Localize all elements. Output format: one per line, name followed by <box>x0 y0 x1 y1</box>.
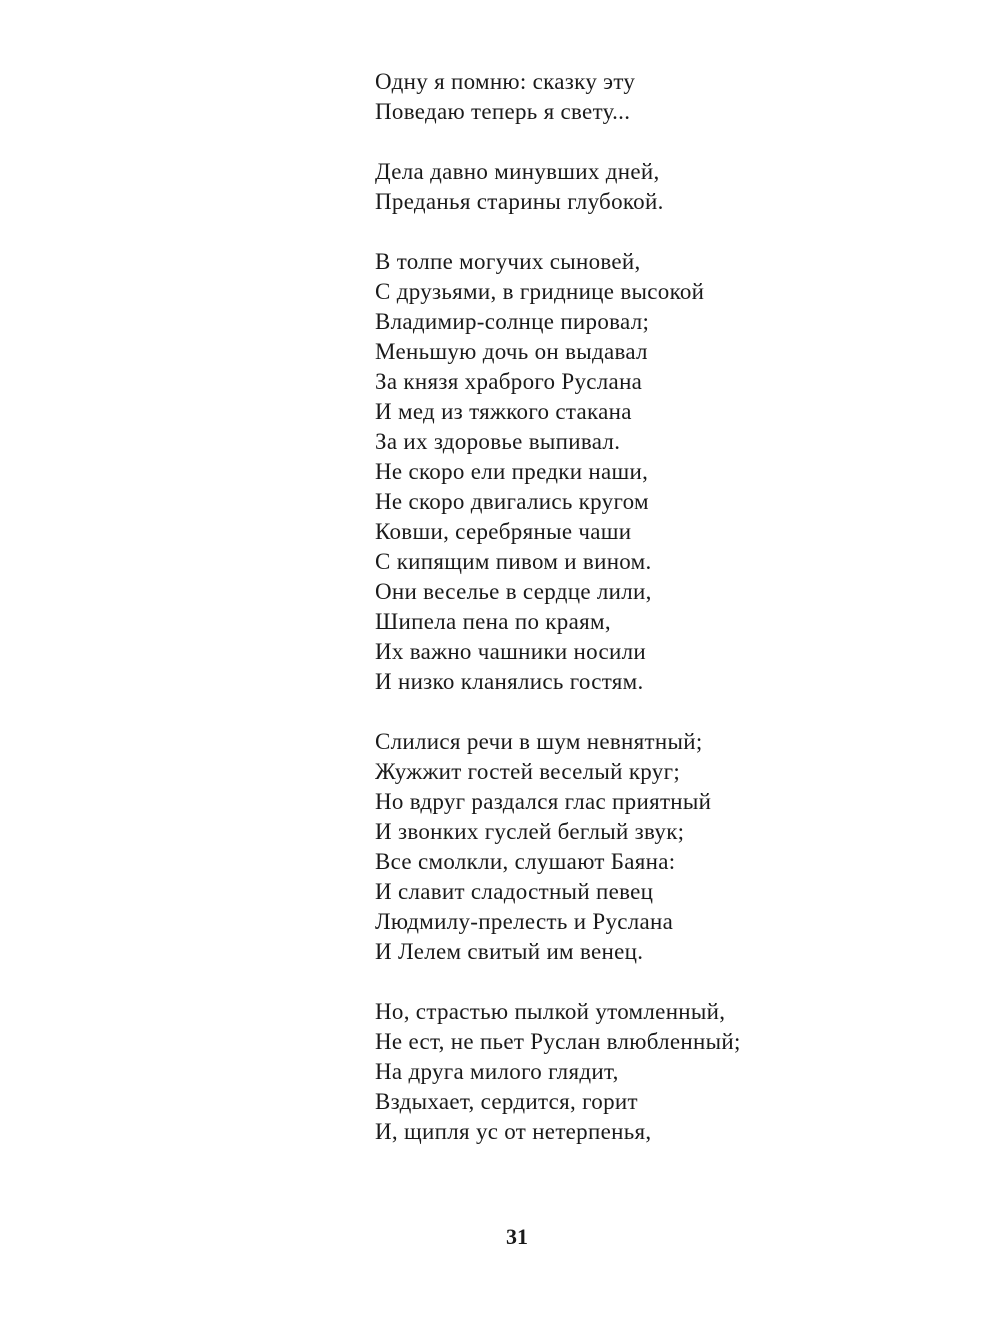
poem-line: За их здоровье выпивал. <box>375 429 621 454</box>
page-number: 31 <box>506 1224 528 1249</box>
poem-line: Ковши, серебряные чаши <box>375 519 632 544</box>
poem-line: Все смолкли, слушают Баяна: <box>375 849 676 874</box>
poem-line: На друга милого глядит, <box>375 1059 619 1084</box>
poem-line: Но вдруг раздался глас приятный <box>375 789 712 814</box>
poem-line: С кипящим пивом и вином. <box>375 549 652 574</box>
poem-line: И звонких гуслей беглый звук; <box>375 819 685 844</box>
poem-line: С друзьями, в гриднице высокой <box>375 279 705 304</box>
poem-line: Слилися речи в шум невнятный; <box>375 729 703 754</box>
poem-line: Они веселье в сердце лили, <box>375 579 652 604</box>
poem-line: Дела давно минувших дней, <box>375 159 660 184</box>
poem-line: Поведаю теперь я свету... <box>375 99 631 124</box>
stanza <box>375 997 935 1147</box>
poem-line: Людмилу-прелесть и Руслана <box>375 909 674 934</box>
poem-line: И низко кланялись гостям. <box>375 669 644 694</box>
poem-line: Владимир-солнце пировал; <box>375 309 650 334</box>
poem-line: Меньшую дочь он выдавал <box>375 339 648 364</box>
poem-line: Их важно чашники носили <box>375 639 646 664</box>
poem-text <box>375 67 935 1147</box>
stanza <box>375 727 935 967</box>
poem-line: Но, страстью пылкой утомленный, <box>375 999 726 1024</box>
poem-line: Одну я помню: сказку эту <box>375 69 636 94</box>
poem-line: Не ест, не пьет Руслан влюбленный; <box>375 1029 741 1054</box>
poem-line: И Лелем свитый им венец. <box>375 939 644 964</box>
poem-line: Шипела пена по краям, <box>375 609 611 634</box>
poem-line: Жужжит гостей веселый круг; <box>375 759 681 784</box>
poem-line: Не скоро двигались кругом <box>375 489 649 514</box>
poem-line: И славит сладостный певец <box>375 879 654 904</box>
stanza <box>375 67 935 127</box>
stanza <box>375 247 935 697</box>
poem-line: Преданья старины глубокой. <box>375 189 664 214</box>
poem-line: В толпе могучих сыновей, <box>375 249 641 274</box>
poem-line: И, щипля ус от нетерпенья, <box>375 1119 652 1144</box>
poem-line: Не скоро ели предки наши, <box>375 459 649 484</box>
stanza <box>375 157 935 217</box>
poem-line: И мед из тяжкого стакана <box>375 399 632 424</box>
poem-line: Вздыхает, сердится, горит <box>375 1089 638 1114</box>
poem-line: За князя храброго Руслана <box>375 369 643 394</box>
